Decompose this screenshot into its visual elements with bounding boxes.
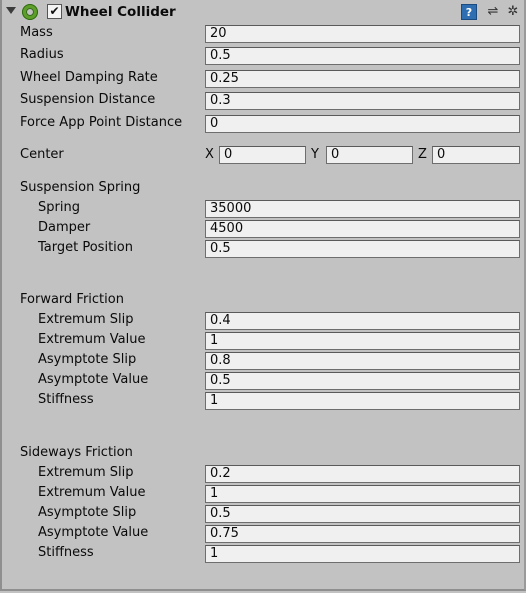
spring-label: Spring (38, 200, 80, 215)
sideways-extremum-value-label: Extremum Value (38, 485, 146, 500)
wheel-collider-icon (22, 4, 38, 20)
radius-field[interactable]: 0.5 (205, 47, 520, 65)
forward-asymptote-value-label: Asymptote Value (38, 372, 149, 387)
spring-field[interactable]: 35000 (205, 200, 520, 218)
center-x-field[interactable]: 0 (219, 146, 306, 164)
forward-stiffness-field[interactable]: 1 (205, 392, 520, 410)
center-x-label: X (205, 147, 214, 162)
force-app-point-distance-label: Force App Point Distance (20, 115, 183, 130)
sideways-extremum-slip-field[interactable]: 0.2 (205, 465, 520, 483)
sideways-extremum-slip-label: Extremum Slip (38, 465, 134, 480)
sideways-asymptote-slip-field[interactable]: 0.5 (205, 505, 520, 523)
sideways-stiffness-field[interactable]: 1 (205, 545, 520, 563)
damper-field[interactable]: 4500 (205, 220, 520, 238)
center-y-label: Y (311, 147, 319, 162)
forward-extremum-slip-field[interactable]: 0.4 (205, 312, 520, 330)
center-label: Center (20, 147, 64, 162)
forward-extremum-value-field[interactable]: 1 (205, 332, 520, 350)
suspension-distance-label: Suspension Distance (20, 92, 156, 107)
forward-asymptote-slip-field[interactable]: 0.8 (205, 352, 520, 370)
sideways-asymptote-slip-label: Asymptote Slip (38, 505, 137, 520)
suspension-spring-label: Suspension Spring (20, 180, 141, 195)
sideways-asymptote-value-label: Asymptote Value (38, 525, 149, 540)
help-icon[interactable]: ? (461, 4, 477, 20)
gear-icon[interactable]: ✲ (507, 4, 519, 19)
target-position-field[interactable]: 0.5 (205, 240, 520, 258)
forward-extremum-slip-label: Extremum Slip (38, 312, 134, 327)
wheel-damping-rate-field[interactable]: 0.25 (205, 70, 520, 88)
mass-field[interactable]: 20 (205, 25, 520, 43)
damper-label: Damper (38, 220, 91, 235)
center-z-field[interactable]: 0 (432, 146, 520, 164)
suspension-distance-field[interactable]: 0.3 (205, 92, 520, 110)
forward-stiffness-label: Stiffness (38, 392, 94, 407)
sideways-asymptote-value-field[interactable]: 0.75 (205, 525, 520, 543)
forward-extremum-value-label: Extremum Value (38, 332, 146, 347)
forward-friction-label: Forward Friction (20, 292, 124, 307)
mass-label: Mass (20, 25, 53, 40)
center-y-field[interactable]: 0 (326, 146, 413, 164)
preset-icon[interactable]: ⇌ (487, 4, 499, 19)
sideways-friction-label: Sideways Friction (20, 445, 133, 460)
target-position-label: Target Position (38, 240, 133, 255)
component-title: Wheel Collider (65, 4, 176, 20)
sideways-stiffness-label: Stiffness (38, 545, 94, 560)
component-header (2, 0, 524, 24)
radius-label: Radius (20, 47, 64, 62)
forward-asymptote-value-field[interactable]: 0.5 (205, 372, 520, 390)
sideways-extremum-value-field[interactable]: 1 (205, 485, 520, 503)
enable-checkbox[interactable]: ✔ (47, 4, 62, 19)
forward-asymptote-slip-label: Asymptote Slip (38, 352, 137, 367)
foldout-arrow-icon[interactable] (6, 7, 16, 14)
force-app-point-distance-field[interactable]: 0 (205, 115, 520, 133)
center-z-label: Z (418, 147, 427, 162)
wheel-damping-rate-label: Wheel Damping Rate (20, 70, 158, 85)
